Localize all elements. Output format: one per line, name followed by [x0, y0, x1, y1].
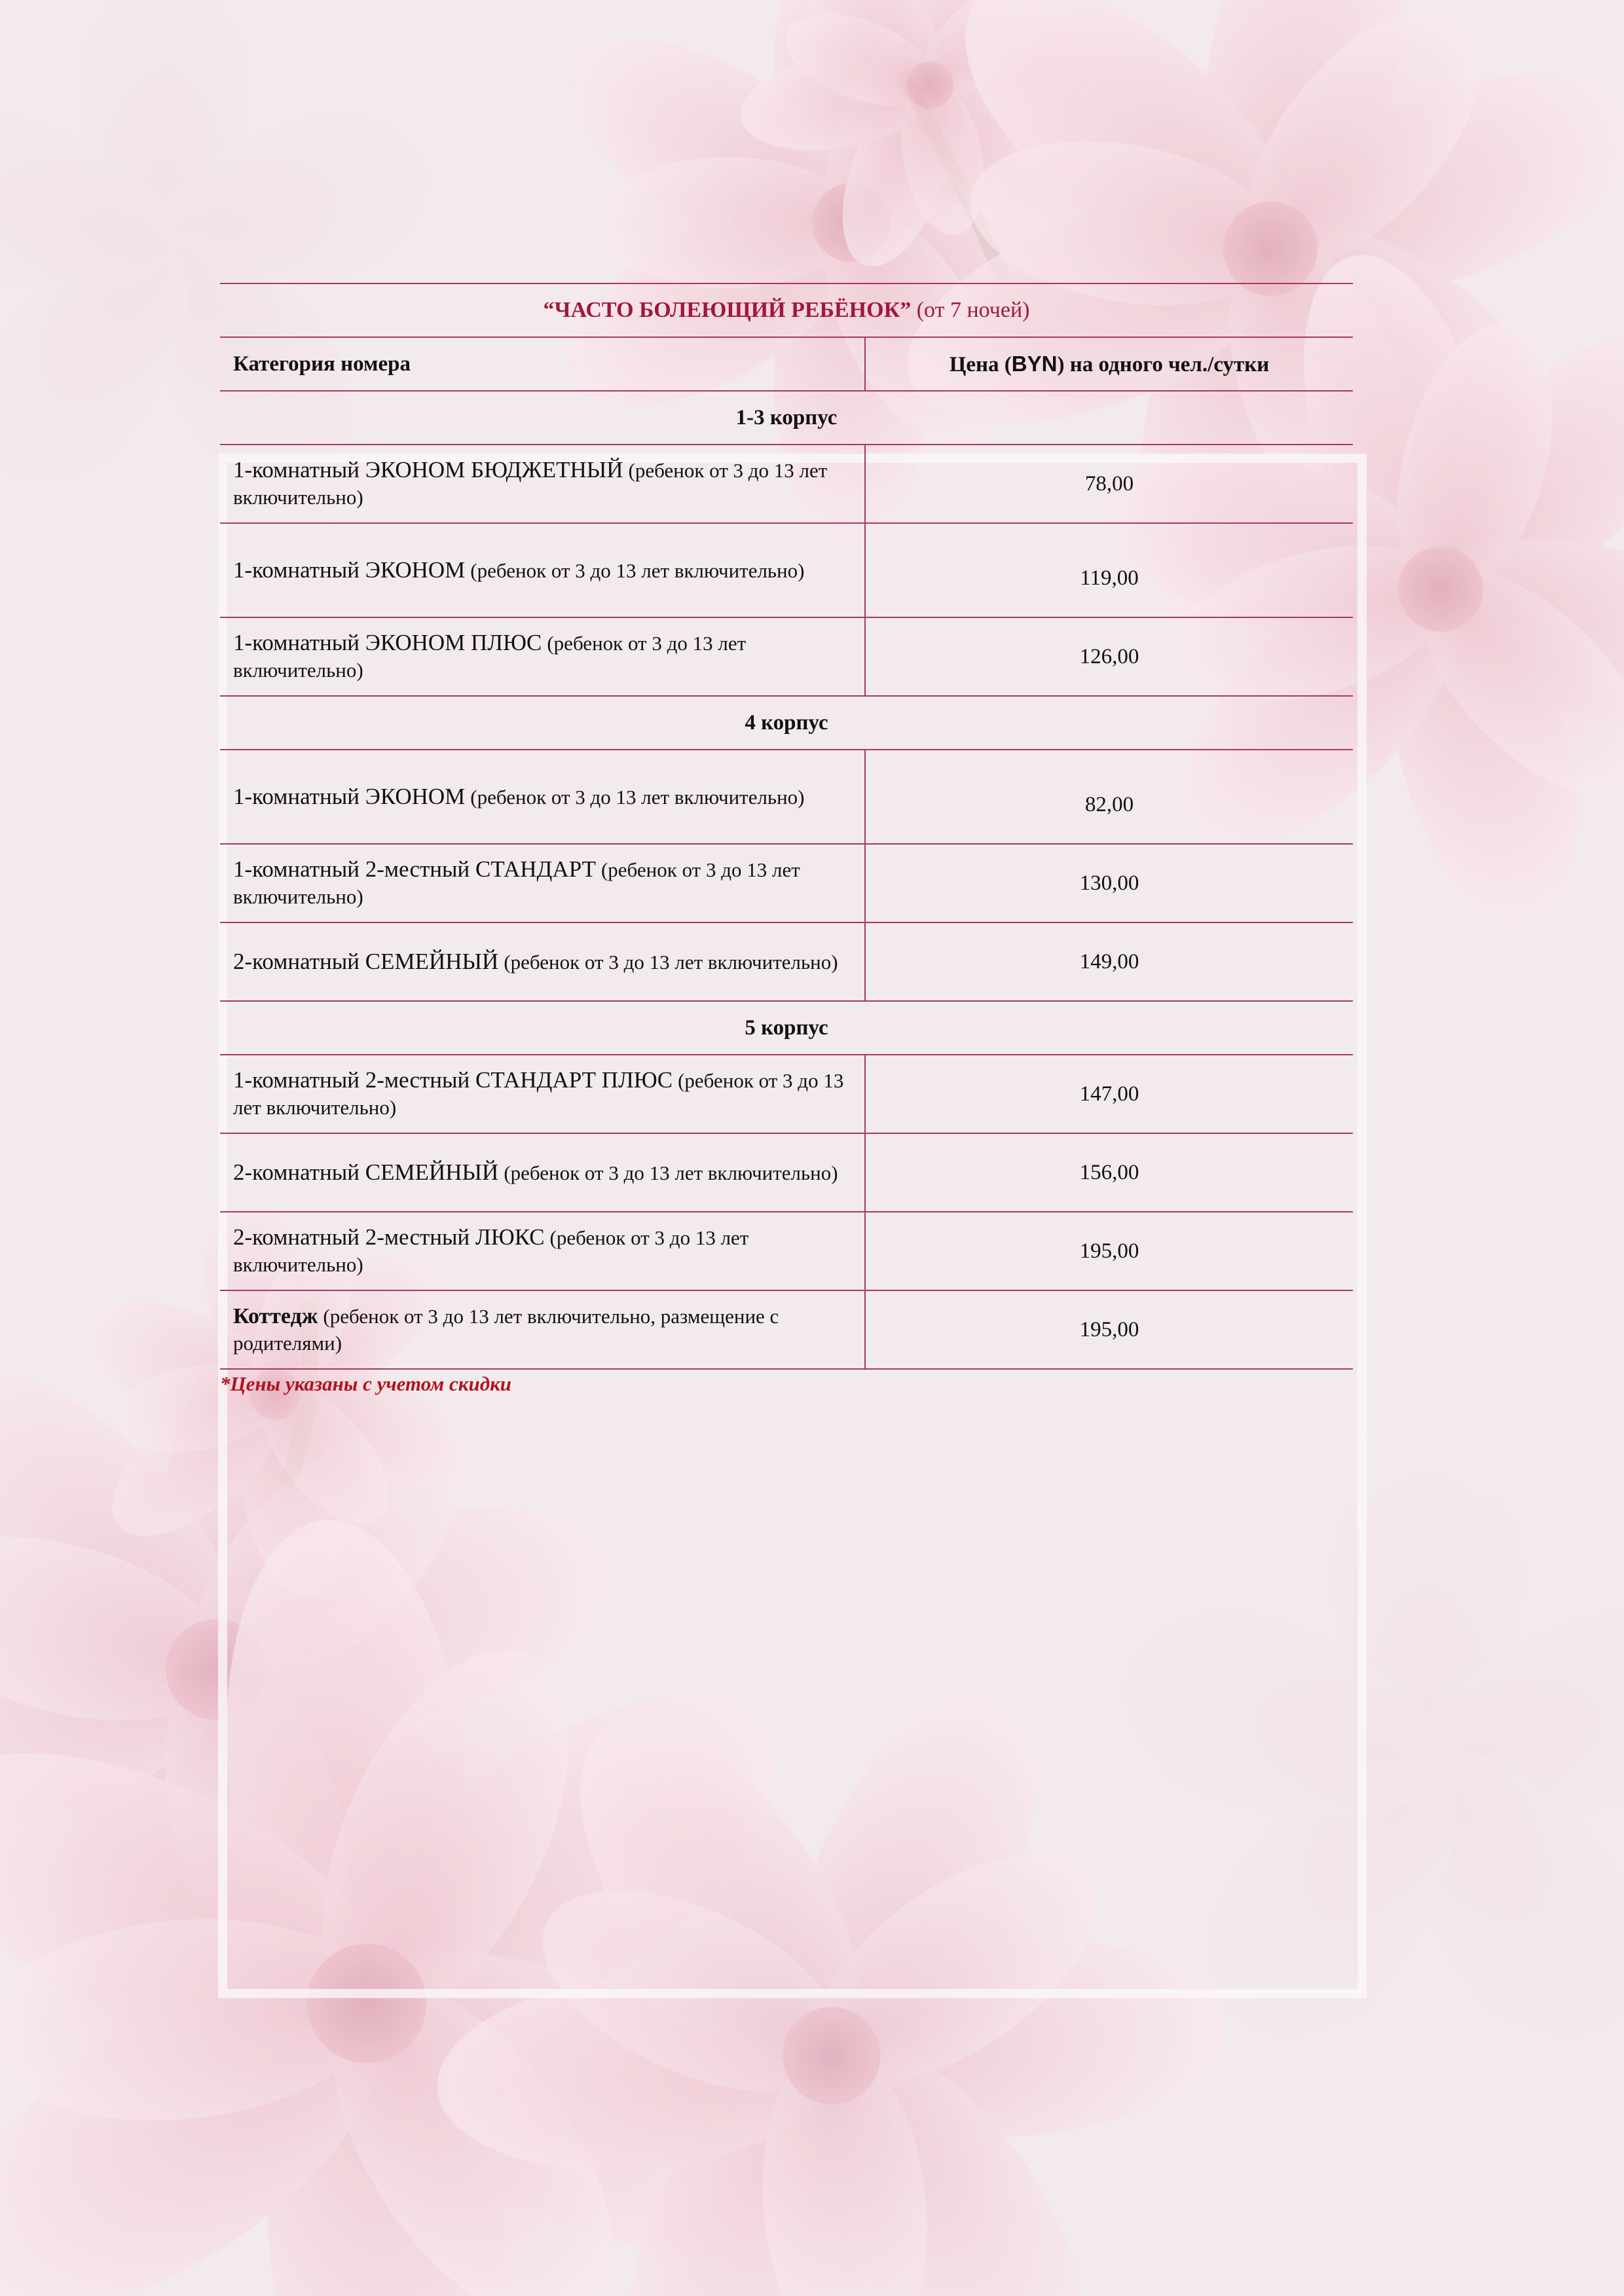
section-row	[220, 1001, 1353, 1055]
room-category-cell	[220, 445, 865, 523]
room-category-cell	[220, 1055, 865, 1133]
price-cell: 126,00	[865, 617, 1353, 696]
header-price-prefix: Цена (	[949, 352, 1012, 376]
price-cell: 82,00	[865, 750, 1353, 844]
room-name: 2-комнатный СЕМЕЙНЫЙ	[233, 948, 499, 974]
room-name: 1-комнатный 2-местный СТАНДАРТ ПЛЮС	[233, 1067, 673, 1093]
price-cell: 119,00	[865, 523, 1353, 617]
table-row	[220, 1290, 1353, 1369]
table-row	[220, 1055, 1353, 1133]
room-condition: (ребенок от 3 до 13 лет включительно)	[233, 632, 747, 682]
table-row	[220, 1212, 1353, 1290]
discount-footnote: *Цены указаны с учетом скидки	[220, 1372, 512, 1395]
room-name: Коттедж	[233, 1304, 318, 1328]
price-cell: 130,00	[865, 844, 1353, 922]
header-category: Категория номера	[220, 337, 865, 391]
room-condition: (ребенок от 3 до 13 лет включительно)	[504, 950, 838, 974]
room-condition: (ребенок от 3 до 13 лет включительно)	[233, 459, 828, 509]
table-row	[220, 445, 1353, 523]
table-row	[220, 922, 1353, 1001]
room-condition: (ребенок от 3 до 13 лет включительно)	[233, 1226, 749, 1276]
room-name: 1-комнатный ЭКОНОМ	[233, 783, 466, 809]
room-category-cell	[220, 1290, 865, 1369]
room-condition: (ребенок от 3 до 13 лет включительно)	[504, 1161, 838, 1184]
room-condition: (ребенок от 3 до 13 лет включительно)	[470, 785, 805, 809]
table-title-row	[220, 283, 1353, 337]
room-name: 2-комнатный СЕМЕЙНЫЙ	[233, 1159, 499, 1185]
price-cell: 195,00	[865, 1212, 1353, 1290]
table-title	[220, 283, 1353, 337]
room-category-cell	[220, 523, 865, 617]
room-category-cell	[220, 1133, 865, 1212]
section-title: 4 корпус	[220, 696, 1353, 750]
price-cell: 156,00	[865, 1133, 1353, 1212]
room-name: 2-комнатный 2-местный ЛЮКС	[233, 1224, 545, 1250]
table-row	[220, 523, 1353, 617]
section-row	[220, 696, 1353, 750]
program-nights: (от 7 ночей)	[916, 298, 1030, 322]
room-category-cell	[220, 1212, 865, 1290]
room-category-cell	[220, 750, 865, 844]
section-title: 1-3 корпус	[220, 391, 1353, 445]
room-name: 1-комнатный ЭКОНОМ БЮДЖЕТНЫЙ	[233, 457, 623, 483]
table-row	[220, 844, 1353, 922]
price-cell: 149,00	[865, 922, 1353, 1001]
section-row	[220, 391, 1353, 445]
room-category-cell	[220, 844, 865, 922]
price-cell: 78,00	[865, 445, 1353, 523]
room-name: 1-комнатный 2-местный СТАНДАРТ	[233, 856, 596, 882]
room-category-cell	[220, 922, 865, 1001]
header-price-suffix: ) на одного чел./сутки	[1057, 352, 1270, 376]
room-condition: (ребенок от 3 до 13 лет включительно)	[233, 858, 800, 908]
room-condition: (ребенок от 3 до 13 лет включительно)	[470, 558, 805, 582]
header-price-currency: BYN	[1011, 351, 1058, 376]
room-category-cell	[220, 617, 865, 696]
price-cell: 195,00	[865, 1290, 1353, 1369]
room-condition: (ребенок от 3 до 13 лет включительно)	[233, 1069, 844, 1119]
table-row	[220, 617, 1353, 696]
table-row	[220, 750, 1353, 844]
room-name: 1-комнатный ЭКОНОМ ПЛЮС	[233, 630, 542, 655]
program-name: “ЧАСТО БОЛЕЮЩИЙ РЕБЁНОК”	[543, 298, 912, 322]
table-header-row	[220, 337, 1353, 391]
price-cell: 147,00	[865, 1055, 1353, 1133]
section-title: 5 корпус	[220, 1001, 1353, 1055]
header-price	[865, 337, 1353, 391]
room-condition: (ребенок от 3 до 13 лет включительно, размещение с родителями)	[233, 1305, 779, 1355]
table-row	[220, 1133, 1353, 1212]
price-table	[220, 283, 1353, 1370]
room-name: 1-комнатный ЭКОНОМ	[233, 556, 466, 583]
